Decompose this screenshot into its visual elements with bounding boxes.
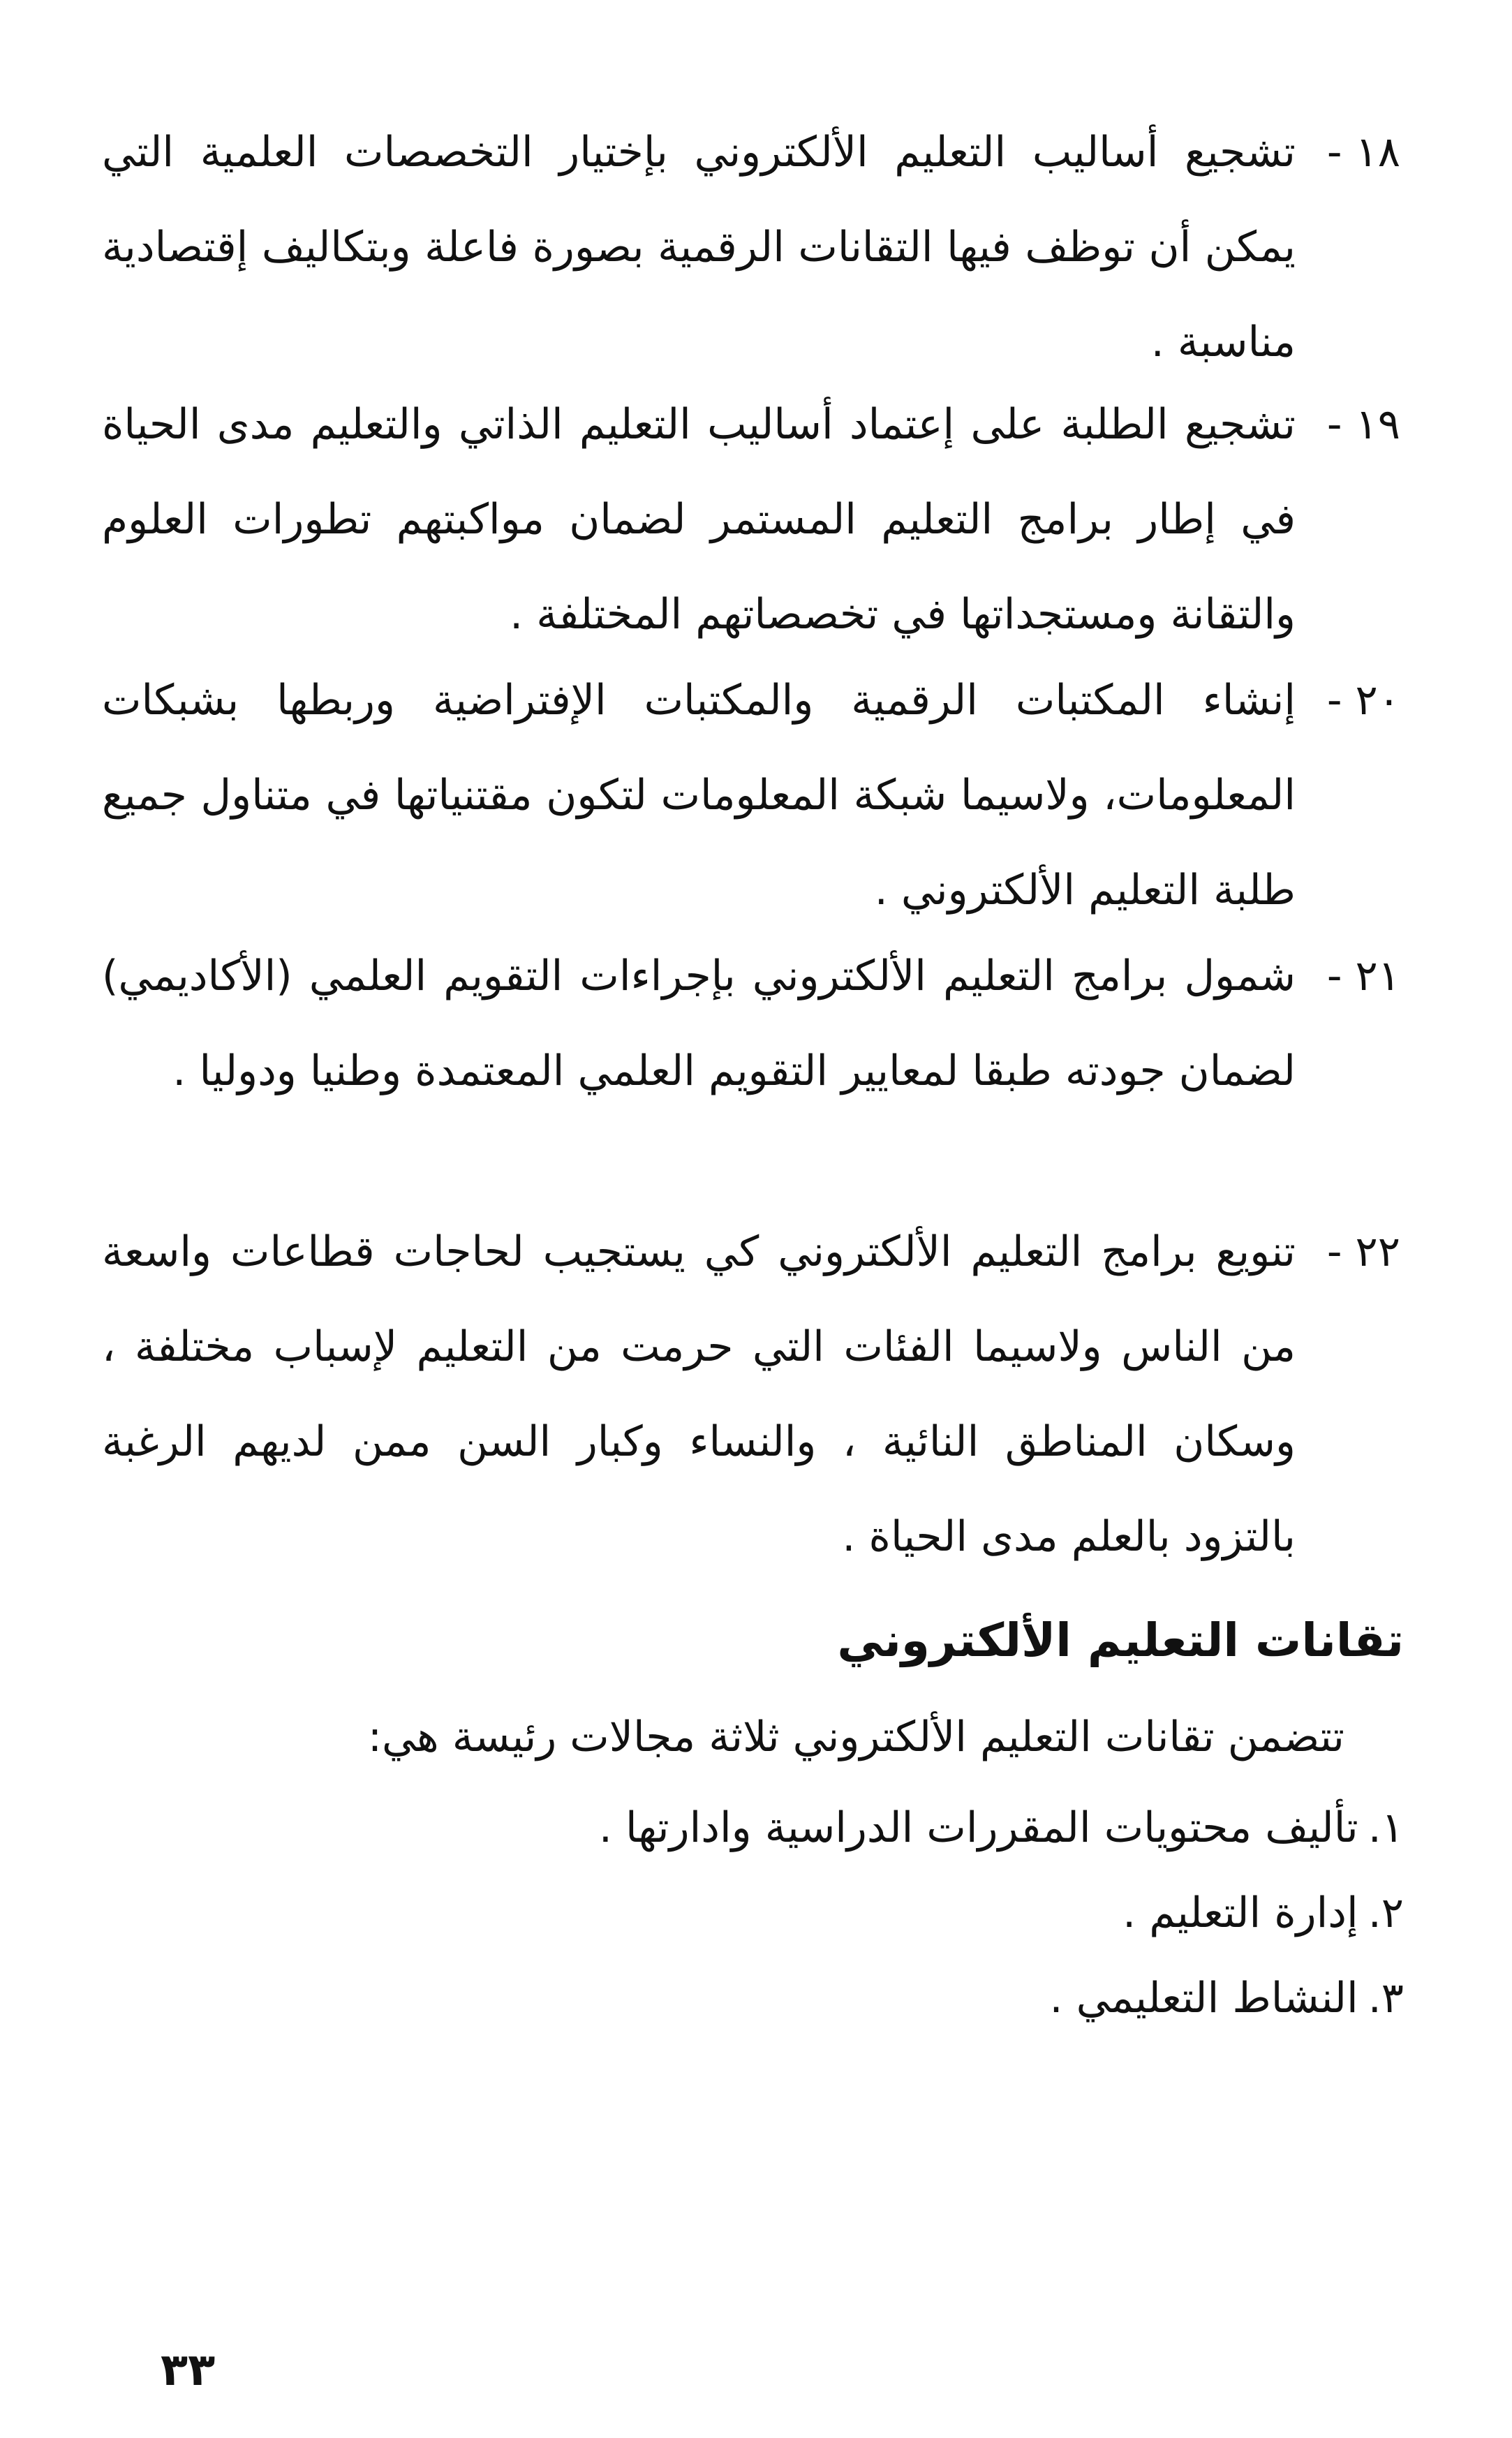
numbered-item-text: تأليف محتويات المقررات الدراسية وادارتها . bbox=[598, 1803, 1358, 1852]
item-number: ١٩ - bbox=[1326, 400, 1400, 449]
item-number: ٢١ - bbox=[1326, 952, 1400, 1000]
section-intro: تتضمن تقانات التعليم الألكتروني ثلاثة مجالات رئيسة هي: bbox=[367, 1713, 1344, 1761]
page-number: ٣٣ bbox=[161, 2344, 216, 2396]
item-text: شمول برامج التعليم الألكتروني بإجراءات التقويم العلمي (الأكاديمي) لضمان جودته طبقا لمعايير التقويم العلمي المعتمدة وطنيا ودوليا . bbox=[102, 952, 1296, 1095]
item-number: ٢٢ - bbox=[1326, 1227, 1400, 1276]
section-heading: تقانات التعليم الألكتروني bbox=[837, 1613, 1404, 1667]
list-item-22 bbox=[102, 1204, 1400, 1584]
item-text: تنويع برامج التعليم الألكتروني كي يستجيب لحاجات قطاعات واسعة من الناس ولاسيما الفئات التي حرمت من التعليم لإسباب مختلفة ، وسكان المناطق النائية ، والنساء وكبار السن ممن لديهم الرغبة بالتزود بالعلم مدى الحياة . bbox=[102, 1227, 1296, 1561]
numbered-item-text: النشاط التعليمي . bbox=[1049, 1974, 1358, 2023]
numbered-item-1 bbox=[599, 1793, 1404, 1863]
numbered-item-3 bbox=[1049, 1963, 1404, 2033]
numbered-item-number: ٣. bbox=[1368, 1974, 1404, 2023]
item-text: تشجيع الطلبة على إعتماد أساليب التعليم الذاتي والتعليم مدى الحياة في إطار برامج التعليم المستمر لضمان مواكبتهم تطورات العلوم والتقانة ومستجداتها في تخصصاتهم المختلفة . bbox=[102, 400, 1296, 639]
list-item-21 bbox=[102, 929, 1400, 1118]
numbered-item-text: إدارة التعليم . bbox=[1122, 1889, 1358, 1937]
numbered-item-number: ٢. bbox=[1368, 1889, 1404, 1937]
item-text: تشجيع أساليب التعليم الألكتروني بإختيار التخصصات العلمية التي يمكن أن توظف فيها التقانات الرقمية بصورة فاعلة وبتكاليف إقتصادية مناسبة . bbox=[102, 128, 1296, 367]
list-item-18 bbox=[102, 105, 1400, 390]
item-number: ٢٠ - bbox=[1326, 676, 1400, 725]
list-item-19 bbox=[102, 377, 1400, 662]
item-text: إنشاء المكتبات الرقمية والمكتبات الإفتراضية وربطها بشبكات المعلومات، ولاسيما شبكة المعلومات لتكون مقتنياتها في متناول جميع طلبة التعليم الألكتروني . bbox=[102, 676, 1296, 915]
numbered-item-2 bbox=[1122, 1878, 1404, 1948]
numbered-item-number: ١. bbox=[1368, 1803, 1404, 1852]
item-number: ١٨ - bbox=[1326, 128, 1400, 177]
list-item-20 bbox=[102, 653, 1400, 938]
